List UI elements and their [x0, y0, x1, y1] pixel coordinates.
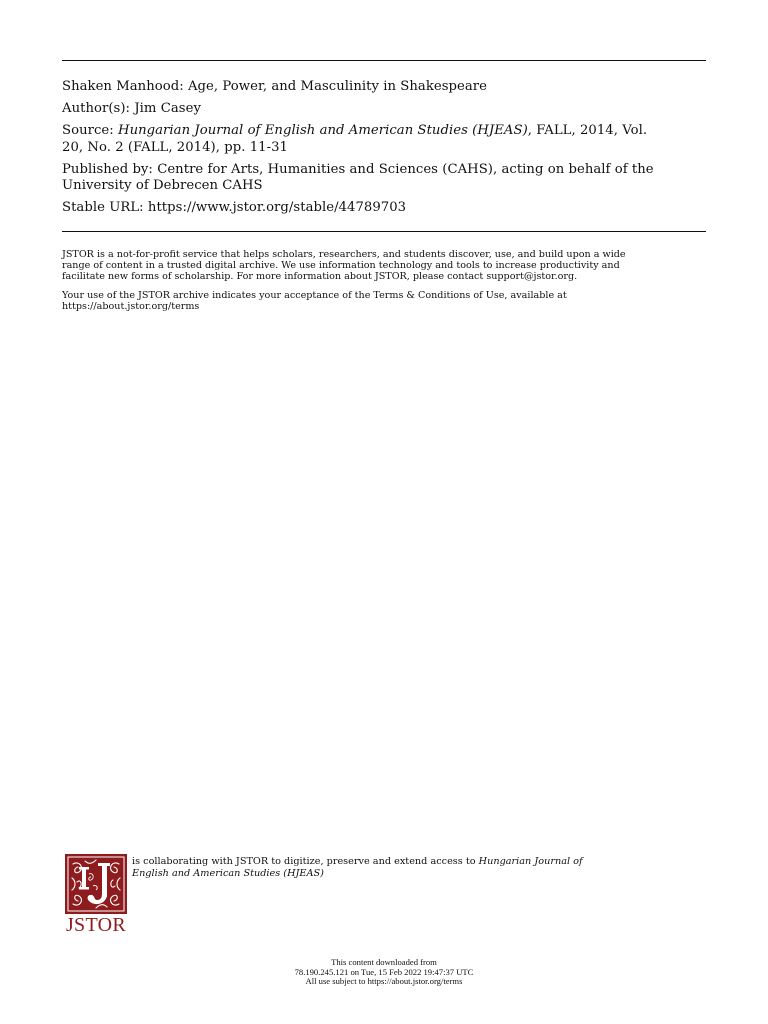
notice-line: range of content in a trusted digital archive. We use information technology and tools to increase productivity and: [62, 259, 620, 271]
jstor-emblem-icon: [65, 854, 127, 914]
source-label: Source:: [62, 123, 114, 138]
article-authors: [62, 101, 706, 118]
jstor-wordmark: JSTOR: [65, 914, 127, 936]
published-label: Published by:: [62, 161, 153, 177]
download-footer: [0, 958, 768, 987]
article-metadata: [62, 79, 706, 217]
notice-line: JSTOR is a not-for-profit service that helps scholars, researchers, and students discover, use, and build upon a wide: [62, 249, 626, 260]
stable-url-label: Stable URL:: [62, 200, 144, 215]
stable-url-link[interactable]: https://www.jstor.org/stable/44789703: [147, 200, 407, 215]
collaboration-prefix: is collaborating with JSTOR to digitize, preserve and extend access to: [132, 856, 479, 867]
notice-line: facilitate new forms of scholarship. For more information about JSTOR, please contact support@jstor.org.: [62, 270, 578, 282]
footer-terms-link[interactable]: All use subject to https://about.jstor.org/terms: [305, 976, 463, 986]
article-stable-url: [62, 200, 706, 217]
article-source: [62, 123, 706, 156]
authors-label: Author(s):: [62, 101, 131, 116]
article-title: Shaken Manhood: Age, Power, and Masculinity in Shakespeare: [62, 79, 488, 94]
source-rest-line1: , FALL, 2014, Vol.: [527, 123, 648, 138]
middle-divider: [62, 231, 706, 232]
footer-line: 78.190.245.121 on Tue, 15 Feb 2022 19:47:37 UTC: [294, 966, 474, 977]
collaboration-journal-line1: Hungarian Journal of: [478, 856, 583, 867]
source-rest-line2: 20, No. 2 (FALL, 2014), pp. 11-31: [62, 139, 288, 155]
collaboration-text: [132, 856, 662, 879]
published-line2: University of Debrecen CAHS: [62, 178, 263, 193]
authors-value: Jim Casey: [134, 101, 201, 116]
collaboration-journal-line2: English and American Studies (HJEAS): [132, 867, 324, 879]
article-publisher: [62, 162, 706, 195]
jstor-logo: [65, 854, 127, 936]
jstor-about-notice: [62, 250, 712, 282]
footer-line: This content downloaded from: [331, 957, 437, 967]
top-divider: [62, 60, 706, 61]
terms-notice: [62, 291, 712, 313]
source-journal: Hungarian Journal of English and American Studies (HJEAS): [118, 123, 528, 138]
terms-link[interactable]: https://about.jstor.org/terms: [62, 300, 200, 312]
collaboration-block: [65, 854, 665, 944]
published-line1: Centre for Arts, Humanities and Sciences (CAHS), acting on behalf of the: [157, 161, 654, 177]
terms-line: Your use of the JSTOR archive indicates your acceptance of the Terms & Conditions of Use, available at: [62, 290, 567, 301]
